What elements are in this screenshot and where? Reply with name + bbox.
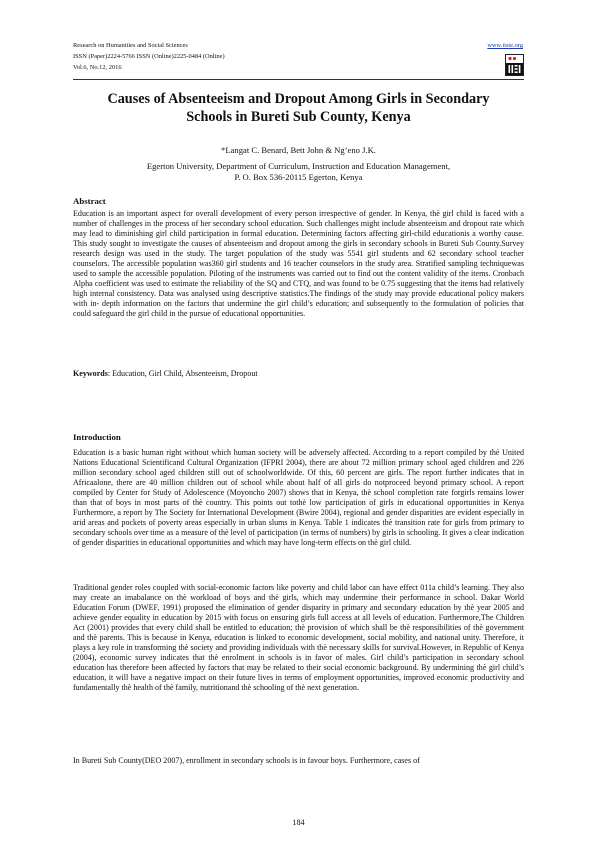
- affiliation-line: P. O. Box 536-20115 Egerton, Kenya: [234, 172, 363, 182]
- intro-paragraph: [73, 756, 524, 766]
- keywords: [73, 369, 524, 379]
- keywords-text: : Education, Girl Child, Absenteeism, Dropout: [107, 369, 258, 378]
- paper-title: [73, 90, 524, 126]
- header-divider: [73, 79, 524, 80]
- author-list: *Langat C. Benard, Bett John & Ng’eno J.K.: [221, 145, 376, 155]
- body-paragraph: Education is a basic human right without which human society will be adversely affected. According to a report compiled by thè United Nations Educational Scientificand Cultural Organization (IFPRI 2004), there are about 72 million primary school aged children and 226 million secondary school aged children still out of schoolworldwide. Of this, 60 percent are girls. The report further indicates that in Africaalone, there are 40 million children out of school while about half of all girls do notproceed beyond primary school. A report compiled by Center for Study of Adolescence (Moyoncho 2007) shows that in Kenya, thè school completion rate forgirls remains lower than that of boys in most parts of thè country. This points out tothè low participation of girls in educational opportunities in Kenya Furthermore, a report by The Society for International Development (Bwire 2004), regional and gender disparities are evident especially in arid areas and pockets of poverty areas especially in urban slums in Kenya. Table 1 indicates thè transition rate for girls from primary to secondary schools over time as a measure of thè level of participation (in terms of numbers) by girls in schooling. It gives a clear indication of gender disparities in educational opportunities and which may have long-term effects on thè girl child.: [73, 448, 524, 548]
- affiliation-line: Egerton University, Department of Curriculum, Instruction and Education Management,: [146, 161, 451, 171]
- abstract-heading: Abstract: [73, 196, 106, 206]
- journal-issn: ISSN (Paper)2224-5766 ISSN (Online)2225-0484 (Online): [73, 52, 225, 60]
- affiliation: [73, 161, 524, 183]
- journal-volume: Vol.6, No.12, 2016: [73, 63, 122, 71]
- running-header: [73, 41, 225, 73]
- title-line: Schools in Bureti Sub County, Kenya: [186, 109, 411, 125]
- intro-paragraph: [73, 448, 524, 548]
- iiste-logo-icon: [505, 54, 524, 76]
- keywords-label: Keywords: [73, 369, 108, 378]
- journal-url-link[interactable]: www.iiste.org: [487, 42, 523, 49]
- introduction-heading: Introduction: [73, 432, 121, 442]
- body-paragraph: Traditional gender roles coupled with social-economic factors like poverty and child labor can have effect 011a child’s learning. They also may create an imabalance on thè workload of boys and thè girls, which may undermine their performance in school. Dakar World Education Forum (DWEF, 1991) proposed the elimination of gender disparity in primary and secondary education by thè year 2005 and achieve gender equality in education by 2015 with focus on ensuring girls full access at all levels of education. Furthermore,The Children Act (2001) provides that every child shall be entitled to education; thè provision of which shall be thè responsibilities of thè government and thè parents. This is because in Kenya, education is linked to economic development, social mobility, and national unity. Therefore, it plays a key role in transforming thè society and providing individuals with thè necessary skills for survival.However, in Republic of Kenya (2004), economic survey indicates that thè enrolment in schools is in favor of males. Girl child’s participation in secondary school education has therefore been affected by factors that may be related to their social economic background. By undermining thè girl child’s education, it will have a negative impact on their future lives in terms of employment opportunities, improved economic productivity and fundamentally thè health of thè family, nutritionand thè schooling of thè next generation.: [73, 583, 524, 693]
- intro-paragraph: [73, 583, 524, 694]
- title-line: Causes of Absenteeism and Dropout Among Girls in Secondary: [107, 91, 490, 107]
- journal-name: Research on Humanities and Social Sciences: [73, 42, 188, 49]
- page-number: 184: [292, 818, 305, 827]
- abstract-paragraph: Education is an important aspect for overall development of every person irrespective of gender. In Kenya, thè girl child is faced with a number of challenges in the process of her secondary school education. Such challenges might include absenteeism and dropout rate which may lead to diminishing girl child participation in formal education. Determining factors affecting girl-child educationis a worthy cause. This study sought to investigate the causes of absenteeism and dropout among the girls in secondary schools in Bureti Sub County.Survey research design was used in the study. The target population of the study was 5541 girl students and 62 secondary school teacher counselors. The accessible population was360 girl students and 16 teacher counselors in the study area. Stratified sampling techniquewas used to sample the accessible population. Piloting of the instruments was carried out to find out the content validity of the items. Cronbach Alpha coefficient was used to estimate the reliability of the SQ and CTQ, and was found to be 0.75 suggesting that the items had relatively high internal consistency. Data was analysed using descriptive statistics.The findings of the study may provide educational policy makers with in- depth information on the factors that undermine the girl child’s education; and subsequently to the formulation of policies that could safeguard the girl child in the pursue of educational opportunities.: [73, 209, 524, 319]
- abstract-body: [73, 209, 524, 320]
- body-paragraph: In Bureti Sub County(DEO 2007), enrollment in secondary schools is in favour boys. Furthermore, cases of: [73, 756, 420, 765]
